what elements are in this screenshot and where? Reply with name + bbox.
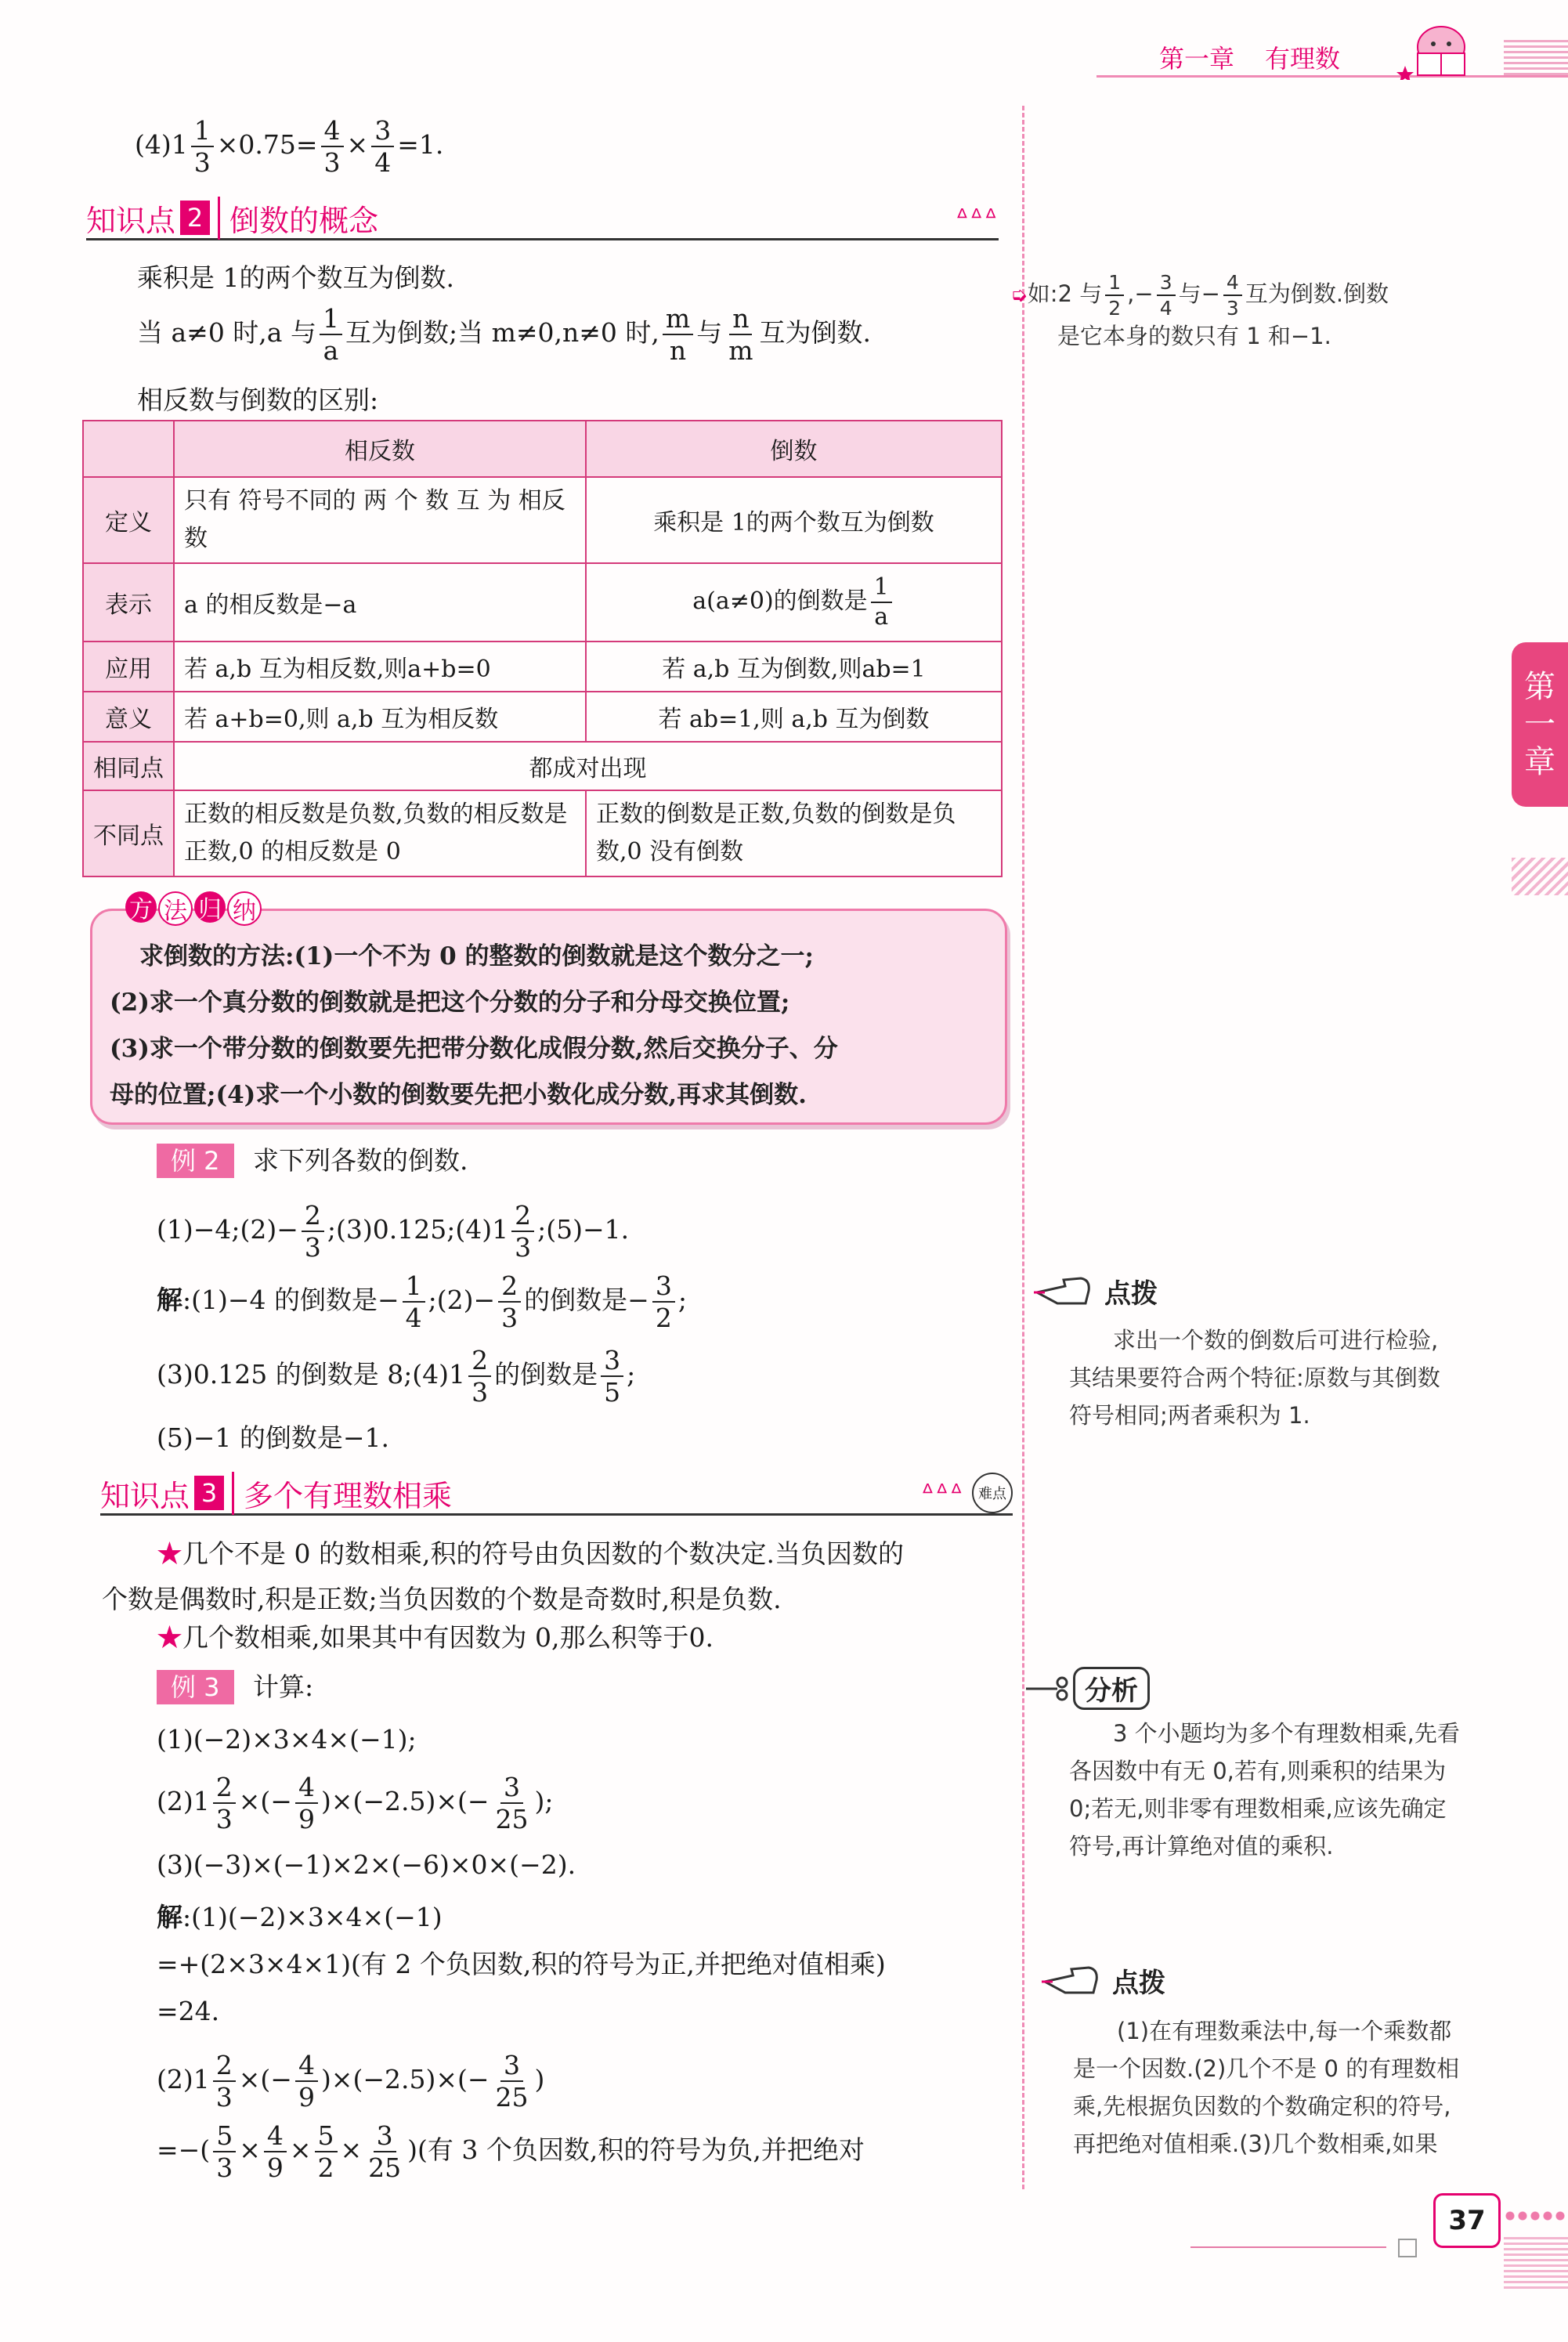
ex2-solution-1: 解:(1)−4 的倒数是− $\frac{1}{4}$ ;(2)− $\frac{2}{3}$ 的倒数是− $\frac{3}{2}$ ; — [157, 1270, 687, 1333]
table-cell: 若 a,b 互为相反数,则a+b=0 — [174, 642, 586, 692]
analysis-heading — [1026, 1667, 1150, 1710]
ex2-header — [157, 1144, 468, 1178]
table-cell: 若 a,b 互为倒数,则ab=1 — [586, 642, 1002, 692]
footer-dots — [1504, 2210, 1566, 2221]
scissors-icon — [1026, 1673, 1073, 1704]
method-tag-char: 法 — [158, 891, 193, 926]
difficulty-badge: 难点 — [972, 1473, 1013, 1513]
method-tag — [125, 891, 262, 926]
fraction: $\frac{4}{9}$ — [295, 1774, 318, 1832]
fraction: $\frac{5}{2}$ — [315, 2123, 338, 2181]
table-cell: 若 a+b=0,则 a,b 互为相反数 — [174, 692, 586, 742]
row-label: 定义 — [83, 477, 174, 563]
table-cell: 正数的倒数是正数,负数的倒数是负数,0 没有倒数 — [586, 790, 1002, 876]
ex2-solution-3: (5)−1 的倒数是−1. — [157, 1422, 390, 1453]
table-cell: 若 ab=1,则 a,b 互为倒数 — [586, 692, 1002, 742]
header-underline — [1097, 75, 1568, 78]
kp-title: 倒数的概念 — [218, 197, 378, 240]
ex3-prompt: 计算: — [253, 1672, 314, 1702]
row-label: 应用 — [83, 642, 174, 692]
kp2-line2: 当 a≠0 时,a 与 $\frac{1}{a}$ 互为倒数;当 m≠0,n≠0 时, $\frac{m}{n}$ 与 $\frac{n}{m}$ 互为倒数. — [137, 303, 871, 366]
table-header: 倒数 — [586, 421, 1002, 477]
fraction: $\frac{1}{3}$ — [191, 117, 214, 175]
fraction: $\frac{2}{3}$ — [498, 1273, 521, 1331]
table-row — [83, 477, 1002, 563]
reading-cartoon-icon — [1394, 17, 1488, 80]
fraction: $\frac{1}{2}$ — [1105, 273, 1124, 318]
fraction: $\frac{2}{3}$ — [511, 1202, 534, 1260]
flame-icons: ᐞᐞᐞ — [956, 204, 999, 232]
fraction: $\frac{1}{a}$ — [320, 305, 342, 363]
method-tag-char: 纳 — [227, 891, 262, 926]
tip-heading — [1034, 1269, 1158, 1313]
row-label: 相同点 — [83, 742, 174, 790]
footer-square-icon — [1398, 2239, 1417, 2257]
table-row — [83, 790, 1002, 876]
side-tab-char: 第 — [1524, 669, 1555, 705]
chapter-side-tab — [1512, 642, 1568, 807]
ex3-q1: (1)(−2)×3×4×(−1); — [157, 1724, 417, 1755]
side-tab-char: 章 — [1524, 744, 1555, 780]
kp3-rule2: ★几个数相乘,如果其中有因数为 0,那么积等于0. — [157, 1622, 714, 1653]
ex3-s4: (2)1 $\frac{2}{3}$ ×(− $\frac{4}{9}$ )×(−2.5)×(− $\frac{3}{25}$ ) — [157, 2050, 545, 2112]
kp-number: 3 — [194, 1476, 224, 1510]
star-icon: ★ — [157, 1622, 182, 1653]
analysis-body: 3 个小题均为多个有理数相乘,先看 各因数中有无 0,若有,则乘积的结果为 0;若无,则非零有理数相乘,应该先确定 符号,再计算绝对值的乘积. — [1069, 1720, 1460, 1860]
ex3-q3: (3)(−3)×(−1)×2×(−6)×0×(−2). — [157, 1849, 576, 1880]
kp2-line1: 乘积是 1的两个数互为倒数. — [137, 262, 454, 293]
eq-text: =1. — [397, 129, 444, 160]
kp-label: 知识点 — [86, 203, 176, 238]
tip-title: 点拨 — [1104, 1278, 1158, 1310]
tip2-body: (1)在有理数乘法中,每一个乘数都 是一个因数.(2)几个不是 0 的有理数相 乘,先根据负因数的个数确定积的符号, 再把绝对值相乘.(3)几个数相乘,如果 — [1073, 2018, 1460, 2157]
table-cell: a(a≠0)的倒数是 $\frac{1}{a}$ — [586, 563, 1002, 642]
arrow-icon: ➭ — [1010, 284, 1028, 307]
fraction: $\frac{3}{25}$ — [495, 2050, 529, 2112]
flame-icons: ᐞᐞᐞ — [921, 1479, 964, 1507]
row-label: 不同点 — [83, 790, 174, 876]
fraction: $\frac{3}{4}$ — [371, 117, 394, 175]
fraction: $\frac{4}{3}$ — [1223, 273, 1242, 318]
method-line: 母的位置;(4)求一个小数的倒数要先把小数化成分数,再求其倒数. — [110, 1081, 807, 1109]
column-divider — [1022, 106, 1027, 2189]
header-chapter: 第一章 — [1159, 44, 1235, 74]
fraction: $\frac{3}{4}$ — [1157, 273, 1176, 318]
fraction: $\frac{m}{n}$ — [663, 305, 693, 363]
kp3-heading — [100, 1473, 1013, 1516]
fraction: $\frac{n}{m}$ — [728, 303, 753, 366]
row-label: 表示 — [83, 563, 174, 642]
table-cell: 正数的相反数是负数,负数的相反数是正数,0 的相反数是 0 — [174, 790, 586, 876]
fraction: $\frac{4}{3}$ — [321, 117, 344, 175]
table-cell: 乘积是 1的两个数互为倒数 — [586, 477, 1002, 563]
eq-text: ×0.75= — [216, 129, 318, 160]
fraction: $\frac{2}{3}$ — [213, 2052, 236, 2110]
fraction: $\frac{4}{9}$ — [295, 2052, 318, 2110]
fraction: $\frac{4}{9}$ — [264, 2123, 287, 2181]
sidebar-note: ➭如:2 与 $\frac{1}{2}$ ,− $\frac{3}{4}$ 与− $\frac{4}{3}$ 互为倒数.倒数 是它本身的数只有 1 和−1. — [1010, 271, 1389, 349]
tip1-body: 求出一个数的倒数后可进行检验, 其结果要符合两个特征:原数与其倒数 符号相同;两者乘积为 1. — [1069, 1327, 1440, 1429]
method-line: (2)求一个真分数的倒数就是把这个分数的分子和分母交换位置; — [110, 988, 790, 1017]
top-equation — [135, 115, 444, 178]
fraction: $\frac{3}{25}$ — [495, 1772, 529, 1834]
table-row — [83, 742, 1002, 790]
ex2-solution-2: (3)0.125 的倒数是 8;(4)1 $\frac{2}{3}$ 的倒数是 $\frac{3}{5}$ ; — [157, 1345, 636, 1408]
side-tab-stripes — [1512, 858, 1568, 895]
footer-stripes — [1504, 2234, 1568, 2289]
method-line: (3)求一个带分数的倒数要先把带分数化成假分数,然后交换分子、分 — [110, 1035, 838, 1063]
example-tag: 例 3 — [157, 1670, 234, 1704]
method-tag-char: 归 — [194, 891, 226, 923]
example-tag: 例 2 — [157, 1144, 234, 1178]
fraction: $\frac{2}{3}$ — [213, 1774, 236, 1832]
kp-title: 多个有理数相乘 — [232, 1472, 452, 1515]
table-row — [83, 563, 1002, 642]
table-row — [83, 642, 1002, 692]
table-row — [83, 692, 1002, 742]
fraction: $\frac{2}{3}$ — [302, 1202, 324, 1260]
eq-text: × — [346, 129, 369, 160]
tip-heading — [1042, 1958, 1165, 2002]
kp-label: 知识点 — [100, 1478, 190, 1513]
table-cell: 都成对出现 — [174, 742, 1002, 790]
method-text — [110, 934, 991, 1119]
fraction: $\frac{2}{3}$ — [468, 1347, 491, 1405]
footer-line — [1190, 2246, 1386, 2248]
pointing-hand-icon — [1034, 1269, 1104, 1313]
table-header — [83, 421, 174, 477]
eq-text: (4)1 — [135, 129, 188, 160]
header-title: 有理数 — [1265, 44, 1341, 74]
ex3-q2: (2)1 $\frac{2}{3}$ ×(− $\frac{4}{9}$ )×(−2.5)×(− $\frac{3}{25}$ ); — [157, 1772, 554, 1834]
ex3-header — [157, 1670, 313, 1704]
star-icon: ★ — [157, 1538, 182, 1569]
fraction: $\frac{3}{25}$ — [368, 2120, 402, 2183]
table-header: 相反数 — [174, 421, 586, 477]
kp3-rule1: ★几个不是 0 的数相乘,积的符号由负因数的个数决定.当负因数的 个数是偶数时,积是正数;当负因数的个数是奇数时,积是负数. — [102, 1538, 904, 1614]
comparison-table — [82, 420, 1003, 877]
ex3-solution: 解:(1)(−2)×3×4×(−1) =+(2×3×4×1)(有 2 个负因数,积的符号为正,并把绝对值相乘) =24. — [157, 1902, 886, 2026]
row-label: 意义 — [83, 692, 174, 742]
side-tab-char: 一 — [1524, 707, 1555, 743]
kp2-line3: 相反数与倒数的区别: — [137, 385, 379, 415]
kp-number: 2 — [180, 201, 210, 235]
fraction: $\frac{1}{a}$ — [871, 576, 892, 629]
analysis-title: 分析 — [1073, 1667, 1150, 1710]
ex2-prompt: 求下列各数的倒数. — [253, 1145, 468, 1176]
pointing-hand-icon — [1042, 1958, 1112, 2002]
kp2-heading — [86, 197, 999, 240]
method-tag-char: 方 — [125, 891, 157, 923]
fraction: $\frac{1}{4}$ — [403, 1273, 425, 1331]
table-cell: a 的相反数是−a — [174, 563, 586, 642]
method-line: 求倒数的方法:(1)一个不为 0 的整数的倒数就是这个数分之一; — [139, 942, 814, 970]
table-header-row — [83, 421, 1002, 477]
page-header — [1097, 31, 1568, 78]
fraction: $\frac{3}{2}$ — [652, 1273, 675, 1331]
fraction: $\frac{3}{5}$ — [601, 1347, 623, 1405]
ex3-s5: =−( $\frac{5}{3}$ × $\frac{4}{9}$ × $\frac{5}{2}$ × $\frac{3}{25}$ )(有 3 个负因数,积的符号为负,并把绝对 — [157, 2120, 865, 2183]
fraction: $\frac{5}{3}$ — [213, 2123, 236, 2181]
table-cell: 只有 符号不同的 两 个 数 互 为 相反数 — [174, 477, 586, 563]
header-stripes — [1504, 38, 1568, 75]
ex2-question: (1)−4;(2)− $\frac{2}{3}$ ;(3)0.125;(4)1 $\frac{2}{3}$ ;(5)−1. — [157, 1200, 630, 1263]
page-number: 37 — [1433, 2193, 1501, 2248]
tip-title: 点拨 — [1112, 1967, 1165, 1999]
